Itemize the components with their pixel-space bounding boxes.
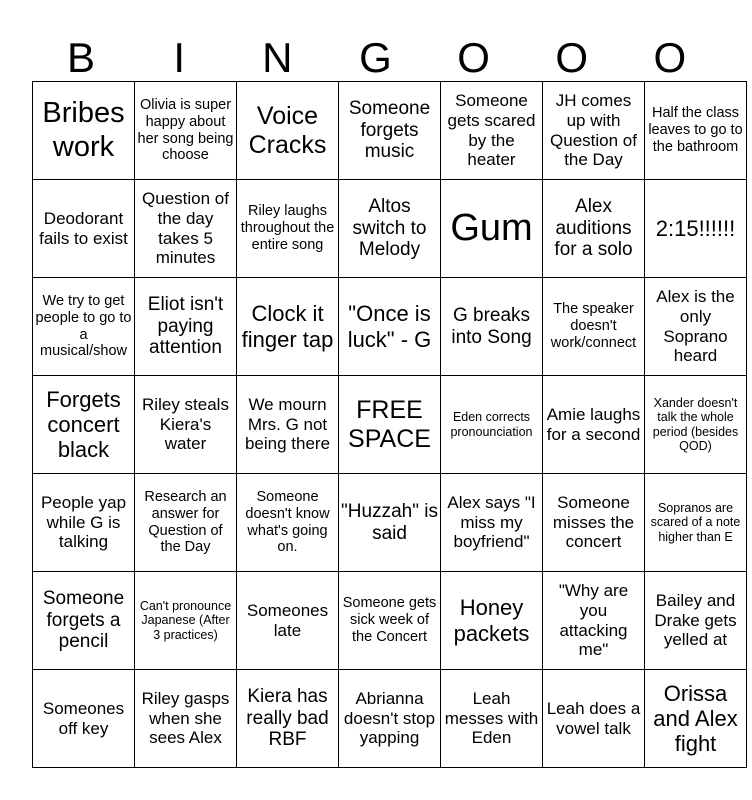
bingo-cell: Eliot isn't paying attention [135, 278, 237, 376]
bingo-cell: Bribes work [33, 82, 135, 180]
header-letter-g: G [359, 34, 392, 81]
bingo-cell: Honey packets [441, 572, 543, 670]
bingo-cell: 2:15!!!!!! [645, 180, 747, 278]
board-row [33, 180, 747, 278]
bingo-cell: Someone forgets a pencil [33, 572, 135, 670]
board-row [33, 376, 747, 474]
bingo-cell: Olivia is super happy about her song being choose [135, 82, 237, 180]
bingo-cell: Alex is the only Soprano heard [645, 278, 747, 376]
bingo-cell: Someone gets sick week of the Concert [339, 572, 441, 670]
bingo-cell: Leah does a vowel talk [543, 670, 645, 768]
bingo-cell: "Why are you attacking me" [543, 572, 645, 670]
bingo-cell: Eden corrects pronounciation [441, 376, 543, 474]
bingo-cell: Research an answer for Question of the Day [135, 474, 237, 572]
board-row [33, 278, 747, 376]
board-row [33, 572, 747, 670]
bingo-cell: Clock it finger tap [237, 278, 339, 376]
bingo-cell: Bailey and Drake gets yelled at [645, 572, 747, 670]
board-row [33, 670, 747, 768]
bingo-cell: Deodorant fails to exist [33, 180, 135, 278]
bingo-cell: Someone misses the concert [543, 474, 645, 572]
bingo-cell: Riley laughs throughout the entire song [237, 180, 339, 278]
header-letter-i: I [173, 34, 186, 81]
bingo-cell: G breaks into Song [441, 278, 543, 376]
bingo-cell: Riley steals Kiera's water [135, 376, 237, 474]
bingo-cell: FREE SPACE [339, 376, 441, 474]
bingo-cell: Kiera has really bad RBF [237, 670, 339, 768]
bingo-header [32, 34, 719, 82]
bingo-cell: Orissa and Alex fight [645, 670, 747, 768]
bingo-cell: Alex auditions for a solo [543, 180, 645, 278]
header-letter-o: O [653, 34, 687, 81]
bingo-cell: Alex says "I miss my boyfriend" [441, 474, 543, 572]
bingo-cell: People yap while G is talking [33, 474, 135, 572]
bingo-cell: Half the class leaves to go to the bathroom [645, 82, 747, 180]
board-row [33, 474, 747, 572]
bingo-board [32, 81, 747, 768]
bingo-cell: Amie laughs for a second [543, 376, 645, 474]
bingo-cell: Xander doesn't talk the whole period (besides QOD) [645, 376, 747, 474]
bingo-cell: Voice Cracks [237, 82, 339, 180]
bingo-cell: We mourn Mrs. G not being there [237, 376, 339, 474]
bingo-cell: Riley gasps when she sees Alex [135, 670, 237, 768]
bingo-cell: JH comes up with Question of the Day [543, 82, 645, 180]
bingo-cell: Forgets concert black [33, 376, 135, 474]
bingo-cell: Gum [441, 180, 543, 278]
bingo-cell: Altos switch to Melody [339, 180, 441, 278]
bingo-cell: Someone doesn't know what's going on. [237, 474, 339, 572]
bingo-cell: Question of the day takes 5 minutes [135, 180, 237, 278]
bingo-cell: "Huzzah" is said [339, 474, 441, 572]
bingo-cell: Leah messes with Eden [441, 670, 543, 768]
header-letter-o: O [555, 34, 589, 81]
bingo-cell: "Once is luck" - G [339, 278, 441, 376]
header-letter-n: N [262, 34, 293, 81]
header-letter-o: O [457, 34, 490, 81]
bingo-cell: The speaker doesn't work/connect [543, 278, 645, 376]
bingo-cell: Someone gets scared by the heater [441, 82, 543, 180]
bingo-cell: Someones late [237, 572, 339, 670]
bingo-cell: Abrianna doesn't stop yapping [339, 670, 441, 768]
header-letter-b: B [67, 34, 96, 81]
bingo-cell: Sopranos are scared of a note higher than E [645, 474, 747, 572]
bingo-cell: Can't pronounce Japanese (After 3 practices) [135, 572, 237, 670]
bingo-cell: Someones off key [33, 670, 135, 768]
bingo-cell: We try to get people to go to a musical/show [33, 278, 135, 376]
board-row [33, 82, 747, 180]
bingo-cell: Someone forgets music [339, 82, 441, 180]
